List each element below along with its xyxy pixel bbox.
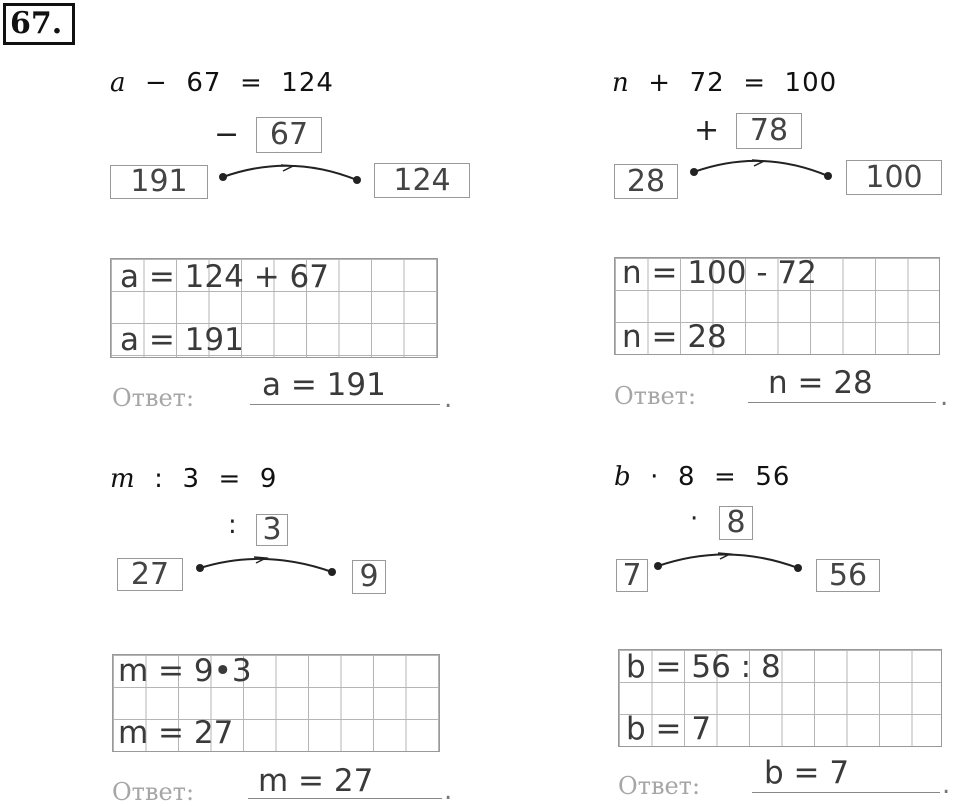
- diagram-right-box: 9: [352, 560, 386, 594]
- answer-value: a = 191: [262, 367, 386, 403]
- equation-rest: · 8 = 56: [631, 462, 791, 492]
- solution-line-2: a = 191: [120, 322, 244, 358]
- operation-value-box: 78: [736, 113, 802, 149]
- answer-line: [250, 404, 440, 405]
- equation-n: [612, 68, 837, 98]
- solution-line-1: a = 124 + 67: [120, 259, 329, 295]
- operation-sign: +: [694, 113, 720, 148]
- answer-period: .: [942, 770, 951, 800]
- diagram-left-box: 191: [110, 165, 208, 199]
- answer-period: .: [444, 384, 453, 414]
- answer-label: Ответ:: [112, 778, 195, 806]
- operation-sign: :: [228, 510, 237, 540]
- diagram-left-box: 28: [614, 164, 678, 199]
- operation-sign: −: [214, 117, 240, 152]
- solution-line-2: b = 7: [626, 711, 712, 747]
- diagram-arrow: [650, 548, 810, 582]
- diagram-right-box: 56: [816, 559, 880, 592]
- equation-rest: : 3 = 9: [135, 464, 278, 494]
- equation-variable: a: [110, 68, 127, 98]
- diagram-right-box: 100: [846, 160, 942, 195]
- answer-label: Ответ:: [618, 772, 701, 800]
- task-number: 67.: [3, 3, 75, 45]
- diagram-left-box: 27: [117, 558, 183, 591]
- diagram-arrow: [686, 152, 836, 192]
- solution-line-1: b = 56 : 8: [626, 649, 781, 685]
- operation-value-box: 8: [719, 506, 753, 540]
- operation-value-box: 67: [256, 117, 322, 153]
- diagram-right-box: 124: [374, 163, 470, 198]
- equation-b: [614, 462, 790, 492]
- equation-variable: n: [612, 68, 630, 98]
- answer-label: Ответ:: [614, 382, 697, 410]
- answer-period: .: [444, 776, 453, 806]
- answer-period: .: [940, 382, 949, 412]
- operation-value-box: 3: [256, 514, 288, 546]
- equation-variable: b: [614, 462, 632, 492]
- operation-sign: ·: [690, 504, 699, 534]
- diagram-left-box: 7: [616, 559, 648, 592]
- answer-label: Ответ:: [112, 384, 195, 412]
- answer-value: m = 27: [258, 763, 374, 799]
- diagram-arrow: [215, 155, 365, 195]
- equation-m: [110, 464, 277, 494]
- diagram-arrow: [192, 552, 342, 582]
- answer-value: n = 28: [768, 365, 873, 401]
- answer-value: b = 7: [764, 755, 850, 791]
- answer-line: [752, 792, 940, 793]
- answer-line: [748, 402, 936, 403]
- equation-variable: m: [110, 464, 136, 494]
- equation-rest: + 72 = 100: [629, 68, 838, 98]
- equation-a: [110, 68, 334, 98]
- solution-line-1: m = 9•3: [118, 653, 252, 689]
- solution-line-1: n = 100 - 72: [622, 255, 817, 291]
- solution-line-2: n = 28: [622, 319, 727, 355]
- equation-rest: − 67 = 124: [126, 68, 334, 98]
- solution-line-2: m = 27: [118, 715, 234, 751]
